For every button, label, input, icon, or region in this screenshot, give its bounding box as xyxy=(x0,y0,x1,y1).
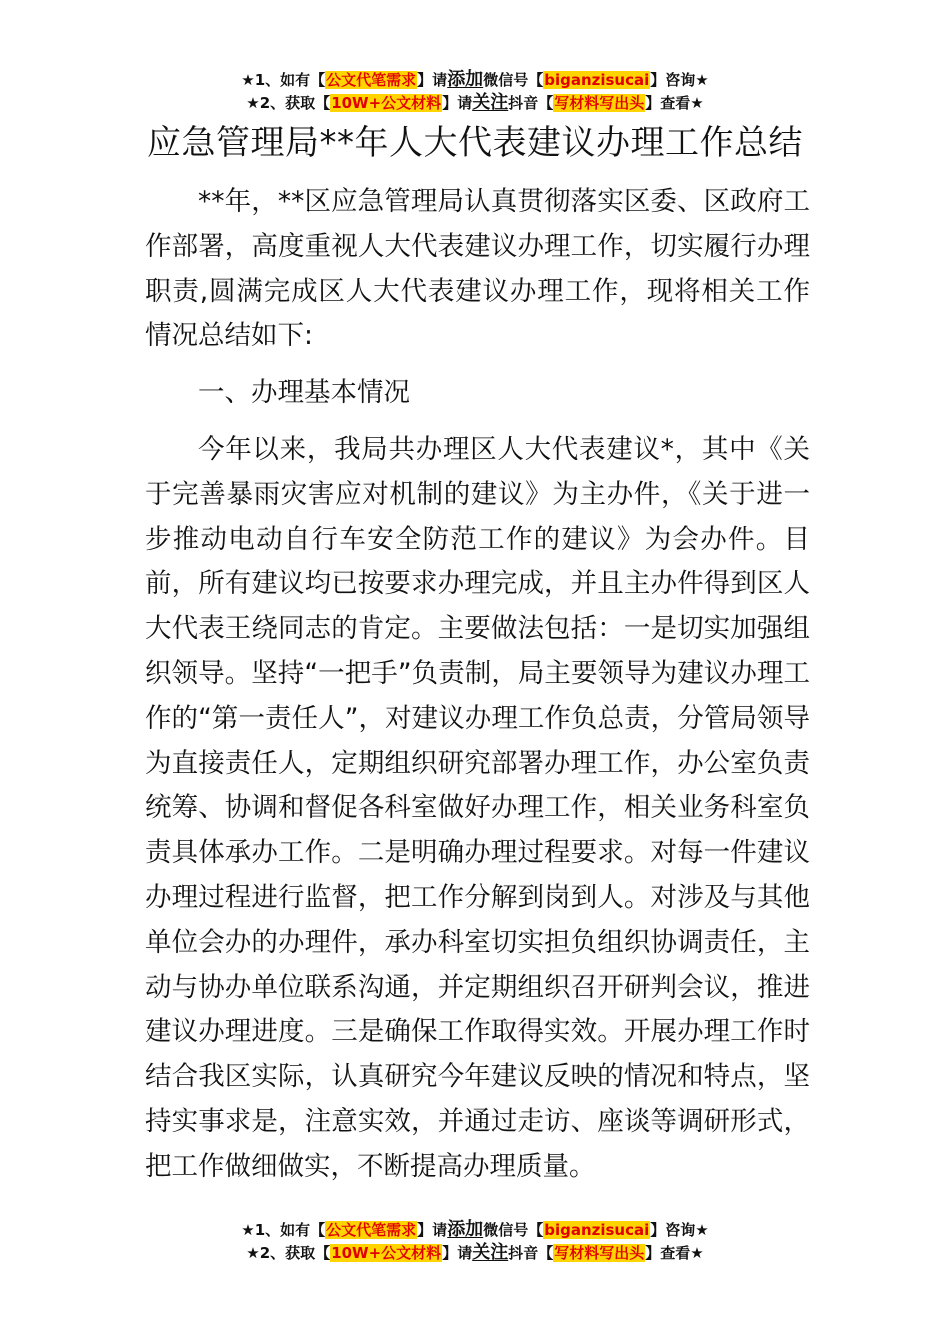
highlight-writing-service: 公文代笔需求 xyxy=(326,71,417,89)
banner-text: 微信号【 xyxy=(483,1221,544,1239)
banner-text: 】请 xyxy=(442,1244,473,1262)
banner-text: 】请 xyxy=(417,1221,448,1239)
banner-line-2 xyxy=(0,1241,950,1264)
highlight-douyin-account: 写材料写出头 xyxy=(554,1244,645,1262)
highlight-materials: 10W+公文材料 xyxy=(331,1244,442,1262)
banner-text: ★2、获取【 xyxy=(246,1244,331,1262)
banner-text: 抖音【 xyxy=(508,94,554,112)
banner-text: 】查看★ xyxy=(645,94,704,112)
banner-emphasis: 关注 xyxy=(472,1242,509,1263)
banner-text: 】咨询★ xyxy=(650,1221,709,1239)
footer-banner xyxy=(0,1218,950,1264)
banner-text: 】查看★ xyxy=(645,1244,704,1262)
highlight-writing-service: 公文代笔需求 xyxy=(326,1221,417,1239)
highlight-materials: 10W+公文材料 xyxy=(331,94,442,112)
document-body xyxy=(145,180,810,1190)
banner-text: 微信号【 xyxy=(483,71,544,89)
banner-line-1 xyxy=(0,68,950,91)
banner-text: ★1、如有【 xyxy=(241,1221,326,1239)
highlight-wechat-id: biganzisucai xyxy=(544,71,650,89)
header-banner xyxy=(0,68,950,114)
banner-line-1 xyxy=(0,1218,950,1241)
highlight-douyin-account: 写材料写出头 xyxy=(554,94,645,112)
banner-emphasis: 添加 xyxy=(447,69,484,90)
banner-emphasis: 关注 xyxy=(472,92,509,113)
banner-emphasis: 添加 xyxy=(447,1219,484,1240)
highlight-wechat-id: biganzisucai xyxy=(544,1221,650,1239)
banner-line-2 xyxy=(0,91,950,114)
banner-text: 】请 xyxy=(417,71,448,89)
banner-text: ★2、获取【 xyxy=(246,94,331,112)
section-paragraph: 今年以来，我局共办理区人大代表建议*，其中《关于完善暴雨灾害应对机制的建议》为主办件，《关于进一步推动电动自行车安全防范工作的建议》为会办件。目前，所有建议均已按要求办理完成，并且主办件得到区人大代表王绕同志的肯定。主要做法包括：一是切实加强组织领导。坚持“一把手”负责制，局主要领导为建议办理工作的“第一责任人”，对建议办理工作负总责，分管局领导为直接责任人，定期组织研究部署办理工作，办公室负责统筹、协调和督促各科室做好办理工作，相关业务科室负责具体承办工作。二是明确办理过程要求。对每一件建议办理过程进行监督，把工作分解到岗到人。对涉及与其他单位会办的办理件，承办科室切实担负组织协调责任，主动与协办单位联系沟通，并定期组织召开研判会议，推进建议办理进度。三是确保工作取得实效。开展办理工作时结合我区实际，认真研究今年建议反映的情况和特点，坚持实事求是，注意实效，并通过走访、座谈等调研形式，把工作做细做实，不断提高办理质量。 xyxy=(145,433,810,1182)
banner-text: 抖音【 xyxy=(508,1244,554,1262)
intro-paragraph: **年，**区应急管理局认真贯彻落实区委、区政府工作部署，高度重视人大代表建议办理工作，切实履行办理职责,圆满完成区人大代表建议办理工作，现将相关工作情况总结如下: xyxy=(145,186,810,352)
banner-text: 】请 xyxy=(442,94,473,112)
document-title: 应急管理局**年人大代表建议办理工作总结 xyxy=(147,123,803,163)
section-heading: 一、办理基本情况 xyxy=(198,377,410,409)
banner-text: ★1、如有【 xyxy=(241,71,326,89)
banner-text: 】咨询★ xyxy=(650,71,709,89)
